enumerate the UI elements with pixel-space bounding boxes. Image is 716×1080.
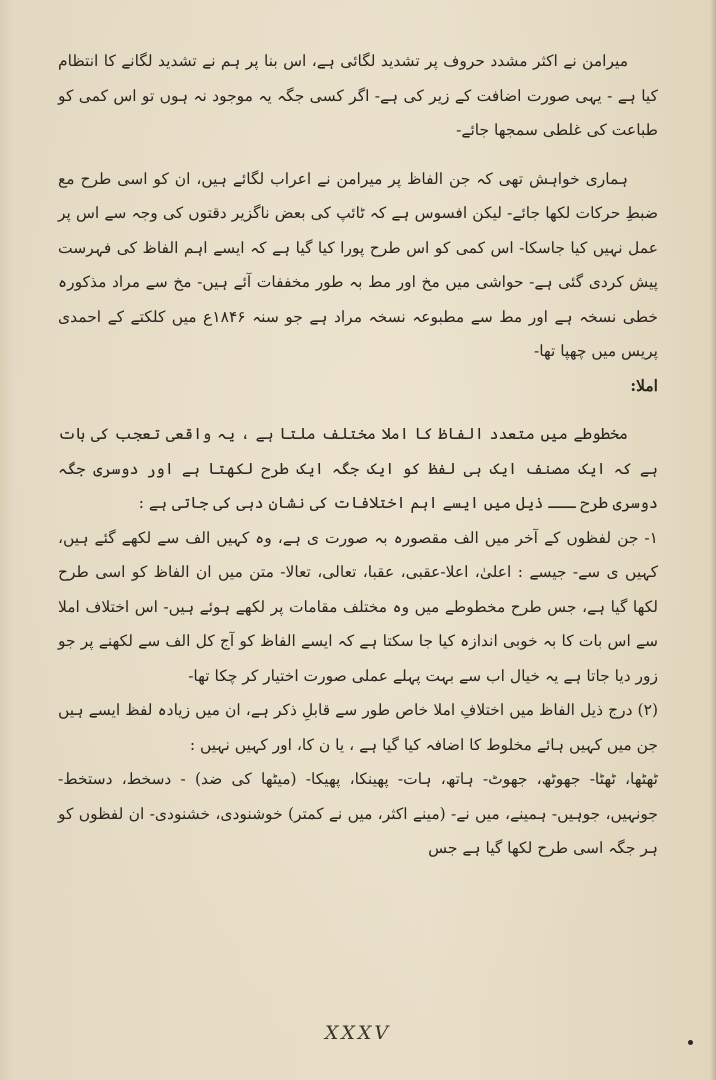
paragraph-diacritics: میرامن نے اکثر مشدد حروف پر تشدید لگائی ہے، اس بنا پر ہم نے تشدید لگانے کا انتظام کیا ہے - یہی صورت اضافت کے زیر کی ہے- اگر کسی جگہ یہ موجود نہ ہوں تو اس کمی کو طباعت کی غلطی سمجھا جائے- bbox=[58, 52, 658, 139]
section-heading-orthography: املا: bbox=[630, 375, 658, 395]
page-text-column bbox=[58, 44, 658, 866]
paragraph-word-list: ٹھٹھا، ٹھٹا- جھوٹھ، جھوٹ- ہاتھ، ہات- پھینکا، پھیکا- (میٹھا کی ضد) - دسخط، دستخط- جونہیں، جوہیں- ہمینے، میں نے- (مینے اکثر، میں نے کمتر) خوشنودی، خشنودی- ان لفظوں کو ہر جگہ اسی طرح لکھا گیا ہے جس bbox=[58, 770, 658, 857]
paragraph-orthography-intro: مخطوطے میں متعدد الفاظ کا املا مختلف ملتا ہے ، یہ واقعی تعجب کی بات ہے کہ ایک مصنف ایک ہی لفظ کو ایک جگہ ایک طرح لکھتا ہے اور دوسری جگہ دوسری طرح ـــ ذیل میں ایسے اہم اختلافات کی نشان دہی کی جاتی ہے : bbox=[58, 425, 658, 512]
paragraph-vowel-marks: ہماری خواہش تھی کہ جن الفاظ پر میرامن نے اعراب لگائے ہیں، ان کو اسی طرح مع ضبطِ حرکات لکھا جائے- لیکن افسوس ہے کہ ٹائپ کی بعض ناگزیر دقتوں کی وجہ سے اس پر عمل نہیں کیا جاسکا- اس کمی کو اس طرح پورا کیا گیا ہے کہ ایسے اہم الفاظ کی فہرست پیش کردی گئی ہے- حواشی میں مخ اور مط بہ طور مخففات آئے ہیں- مخ سے مراد مذکورہ خطی نسخہ ہے اور مط سے مطبوعہ نسخہ مراد ہے جو سنہ ۱۸۴۶ع میں کلکتے کے احمدی پریس میں چھپا تھا- bbox=[58, 169, 658, 360]
page-number: XXXV bbox=[324, 1022, 392, 1044]
paragraph-point-2: (۲) درج ذیل الفاظ میں اختلافِ املا خاص طور سے قابلِ ذکر ہے، ان میں زیادہ لفظ ایسے ہیں جن میں کہیں ہائے مخلوط کا اضافہ کیا گیا ہے ، یا ن کا، اور کہیں نہیں : bbox=[58, 701, 658, 754]
paragraph-point-1: ۱- جن لفظوں کے آخر میں الف مقصورہ بہ صورت ی ہے، وہ کہیں الف سے لکھے گئے ہیں، کہیں ی سے- جیسے : اعلیٰ، اعلا-عقبی، عقبا، تعالی، تعالا- متن میں ان الفاظ کو اسی طرح لکھا گیا ہے، جس طرح مخطوطے میں وہ مختلف مقامات پر لکھے ہوئے ہیں- اس اختلاف املا سے اس بات کا بہ خوبی اندازہ کیا جا سکتا ہے کہ ایسے الفاظ کو آج کل الف سے لکھنے پر جو زور دیا جاتا ہے یہ خیال اب سے بہت پہلے عملی صورت اختیار کر چکا تھا- bbox=[58, 528, 658, 685]
ink-spot bbox=[688, 1040, 693, 1045]
